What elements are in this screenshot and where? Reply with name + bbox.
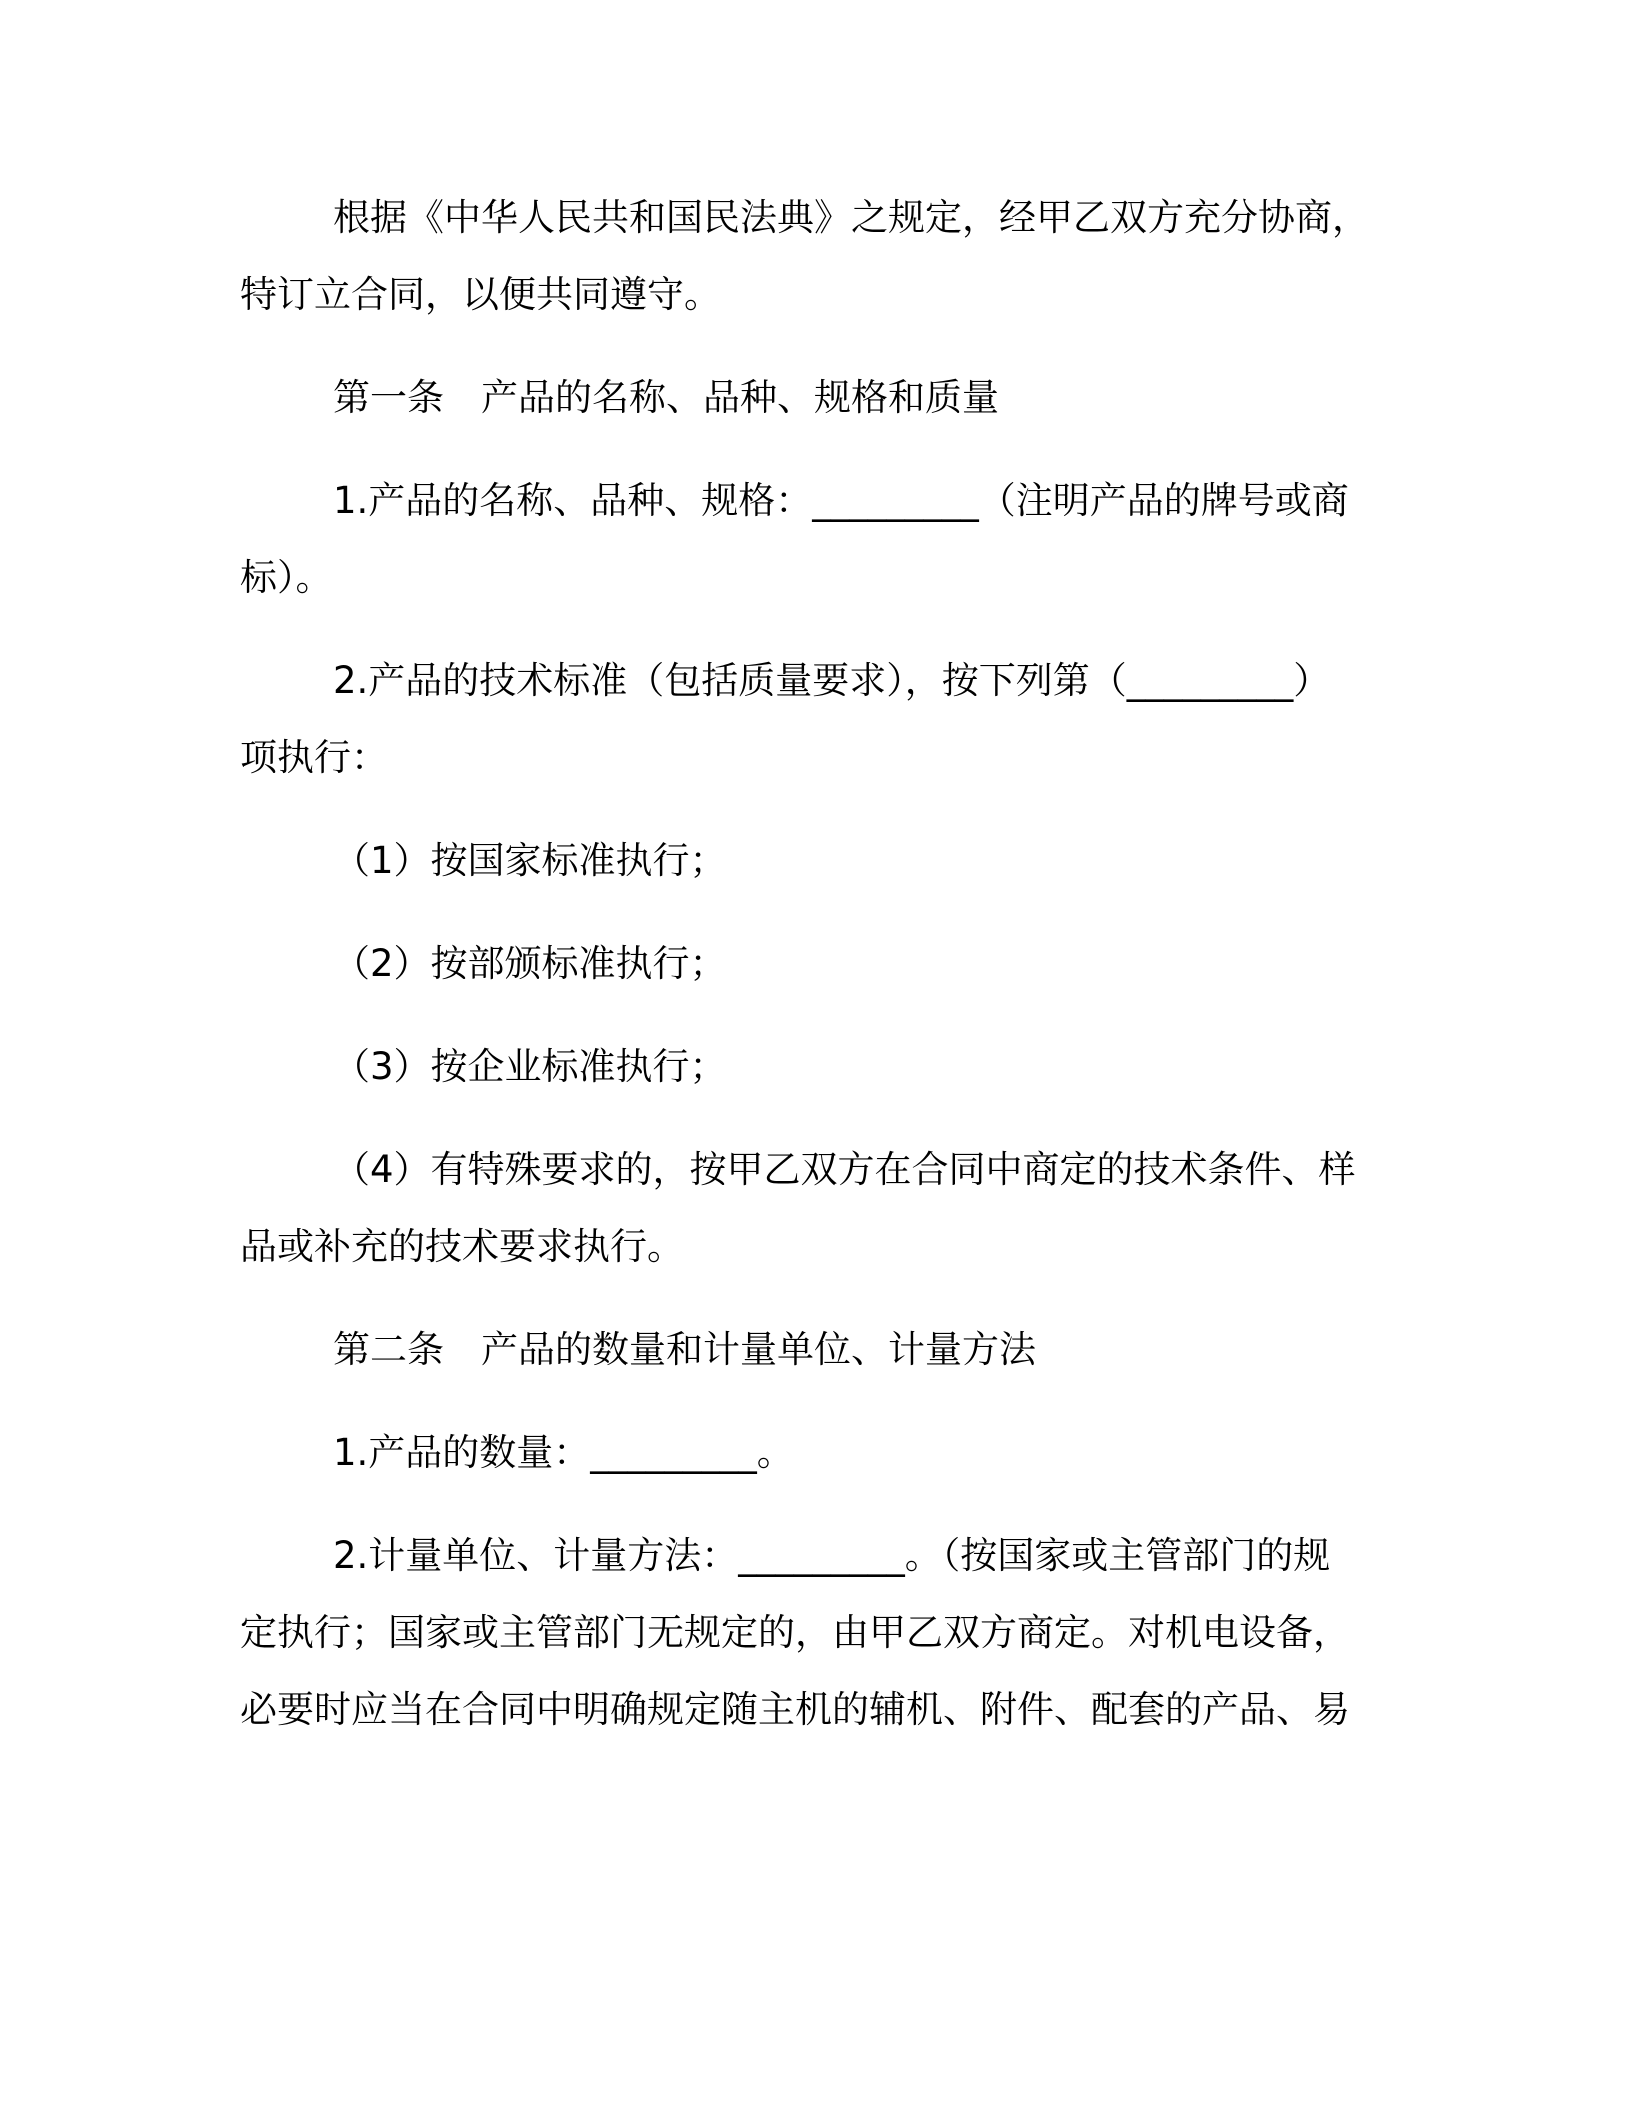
list-item: （2）按部颁标准执行； [333, 942, 727, 985]
article-2-clause-1 [240, 1414, 1440, 1491]
paragraph-line: 2.计量单位、计量方法：_________。（按国家或主管部门的规 [333, 1534, 1331, 1577]
option-1-item [240, 822, 1440, 899]
paragraph-line: 特订立合同，以便共同遵守。 [240, 273, 721, 316]
option-4-item [240, 1131, 1440, 1285]
article-1-clause-2 [240, 642, 1440, 796]
heading-line: 第一条 产品的名称、品种、规格和质量 [333, 376, 999, 419]
heading-line: 第二条 产品的数量和计量单位、计量方法 [333, 1328, 1036, 1371]
paragraph-line: 定执行；国家或主管部门无规定的，由甲乙双方商定。对机电设备， [240, 1611, 1350, 1654]
paragraph-line: 必要时应当在合同中明确规定随主机的辅机、附件、配套的产品、易 [240, 1688, 1350, 1731]
list-item: （1）按国家标准执行； [333, 839, 727, 882]
article-1-clause-1 [240, 462, 1440, 616]
paragraph-line: 标）。 [240, 556, 333, 599]
paragraph-line: 项执行： [240, 736, 388, 779]
list-item: （3）按企业标准执行； [333, 1045, 727, 1088]
paragraph-line: 根据《中华人民共和国民法典》之规定，经甲乙双方充分协商， [333, 196, 1369, 239]
article-2-heading [240, 1311, 1440, 1388]
article-2-clause-2 [240, 1517, 1440, 1748]
paragraph-line: 2.产品的技术标准（包括质量要求），按下列第（_________） [333, 659, 1331, 702]
option-2-item [240, 925, 1440, 1002]
list-item: （4）有特殊要求的，按甲乙双方在合同中商定的技术条件、样 [333, 1148, 1356, 1191]
list-item-continuation: 品或补充的技术要求执行。 [240, 1225, 684, 1268]
paragraph-line: 1.产品的名称、品种、规格：_________（注明产品的牌号或商 [333, 479, 1349, 522]
paragraph-line: 1.产品的数量：_________。 [333, 1431, 794, 1474]
option-3-item [240, 1028, 1440, 1105]
document-page [240, 179, 1440, 1774]
preamble-paragraph [240, 179, 1440, 333]
article-1-heading [240, 359, 1440, 436]
